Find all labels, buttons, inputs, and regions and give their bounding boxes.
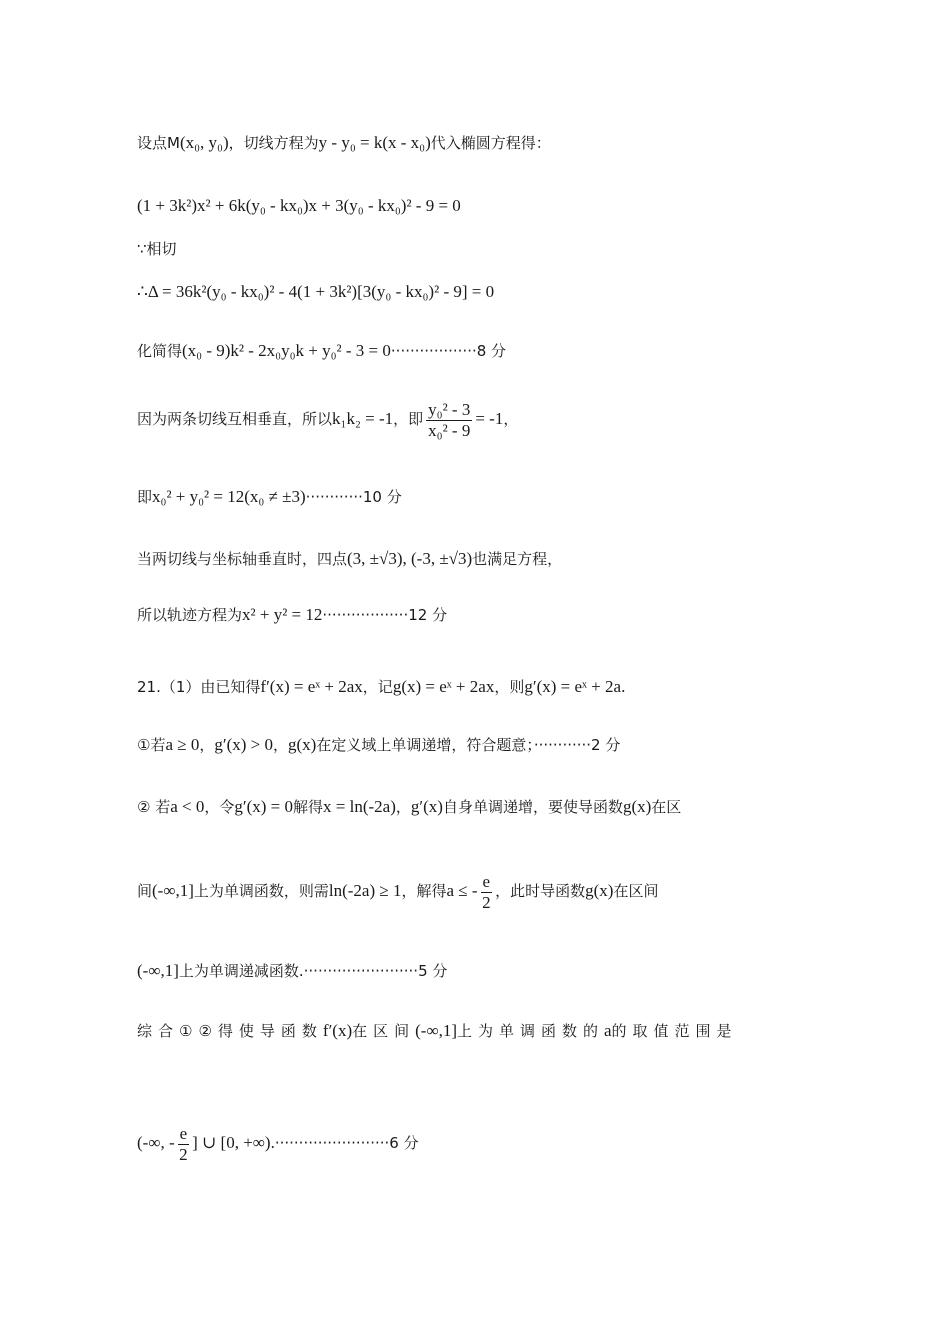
- text: ，切线方程为: [228, 134, 319, 152]
- formula: a ≥ 0: [165, 735, 200, 754]
- text: 21.（1）由已知得: [137, 678, 261, 696]
- text: 综合①②得使导函数: [137, 1022, 323, 1040]
- text: 代入椭圆方程得：: [430, 134, 551, 152]
- line-1: [137, 132, 551, 153]
- text: 也满足方程，: [472, 550, 563, 568]
- fraction: [481, 872, 493, 912]
- text: ，: [273, 736, 289, 754]
- text: 在区: [651, 798, 682, 816]
- line-13: [137, 872, 658, 912]
- formula: f′(x): [322, 1021, 353, 1040]
- formula: g′(x): [410, 797, 443, 816]
- line-3: [137, 238, 177, 259]
- fraction-numerator: y₀² - 3: [428, 400, 471, 419]
- formula: (-∞,1]: [152, 881, 194, 901]
- formula: g(x) = eˣ + 2ax: [392, 677, 495, 696]
- line-4: [137, 282, 494, 302]
- line-15: [137, 1020, 738, 1041]
- text: ，: [199, 736, 215, 754]
- formula: ∴Δ = 36k²(y₀ - kx₀)² - 4(1 + 3k²)[3(y₀ - kx₀)² - 9] = 0: [137, 282, 495, 301]
- text: 的取值范围是: [611, 1022, 738, 1040]
- formula: x₀² + y₀² = 12(x₀ ≠ ±3): [152, 487, 306, 506]
- formula: (-∞,1]: [137, 961, 179, 980]
- formula: a ≤ -: [446, 881, 478, 901]
- text: 所以轨迹方程为: [137, 606, 243, 624]
- text: ，解得: [401, 882, 447, 901]
- fraction-denominator: 2: [482, 892, 491, 912]
- formula: (3, ±√3), (-3, ±√3): [347, 549, 473, 568]
- line-9: [137, 604, 447, 625]
- text: 当两切线与坐标轴垂直时，四点: [137, 550, 348, 568]
- text: ，记: [362, 678, 393, 696]
- score-mark: ························6 分: [274, 1134, 419, 1153]
- formula: x = ln(-2a): [323, 797, 396, 816]
- line-12: [137, 796, 681, 817]
- formula: g(x): [585, 881, 614, 901]
- score-mark: ··················12 分: [322, 606, 448, 624]
- formula: x² + y² = 12: [242, 605, 323, 624]
- line-6: [137, 400, 518, 440]
- fraction-numerator: e: [179, 1124, 188, 1143]
- formula: a: [604, 1021, 612, 1040]
- formula: = -1: [475, 409, 504, 429]
- text: ，: [503, 410, 519, 429]
- formula: (1 + 3k²)x² + 6k(y₀ - kx₀)x + 3(y₀ - kx₀)² - 9 = 0: [137, 196, 461, 215]
- fraction-denominator: 2: [179, 1144, 188, 1164]
- text: ，则: [494, 678, 525, 696]
- text: 在定义域上单调递增，符合题意；············2 分: [316, 736, 621, 754]
- score-mark: ························5 分: [303, 962, 448, 980]
- line-14: [137, 960, 447, 981]
- text: 上为单调递减函数.: [178, 962, 304, 980]
- line-7: [137, 486, 402, 507]
- formula: ln(-2a) ≥ 1: [328, 881, 402, 901]
- text: 间: [137, 882, 153, 901]
- text: 上为单调函数的: [456, 1022, 604, 1040]
- formula: ] ∪ [0, +∞).: [192, 1133, 275, 1153]
- line-10: [137, 676, 625, 697]
- text: 上为单调函数，则需: [193, 882, 329, 901]
- line-5: [137, 340, 506, 361]
- formula: (x₀, y₀): [179, 133, 229, 152]
- formula: g′(x) > 0: [214, 735, 273, 754]
- score-mark: ··················8 分: [390, 342, 507, 360]
- formula: g(x): [622, 797, 652, 816]
- text: ② 若: [137, 798, 171, 816]
- formula: (-∞,1]: [415, 1021, 457, 1040]
- line-2: [137, 196, 461, 216]
- score-mark: ············10 分: [305, 488, 402, 506]
- text: ，即: [393, 410, 424, 429]
- text: ①若: [137, 736, 166, 754]
- fraction: [178, 1124, 190, 1164]
- fraction: [426, 400, 472, 440]
- text: ∵相切: [137, 240, 177, 258]
- text: 解得: [293, 798, 324, 816]
- text: 即: [137, 488, 153, 506]
- line-8: [137, 548, 562, 569]
- formula: k₁k₂ = -1: [332, 409, 394, 429]
- formula: f′(x) = eˣ + 2ax: [260, 677, 363, 696]
- fraction-denominator: x₀² - 9: [428, 420, 471, 440]
- text: ，令: [204, 798, 235, 816]
- formula: y - y₀ = k(x - x₀): [318, 133, 431, 152]
- text: 化简得: [137, 342, 183, 360]
- text: 因为两条切线互相垂直，所以: [137, 410, 333, 429]
- text: 设点M: [137, 134, 180, 152]
- formula: a < 0: [170, 797, 205, 816]
- text: 自身单调递增，要使导函数: [442, 798, 623, 816]
- text: 在区间: [613, 882, 659, 901]
- formula: g(x): [288, 735, 317, 754]
- fraction-numerator: e: [482, 872, 491, 891]
- line-16: [137, 1124, 419, 1164]
- formula: g′(x) = eˣ + 2a.: [524, 677, 626, 696]
- text: ，此时导函数: [495, 882, 586, 901]
- line-11: [137, 734, 620, 755]
- text: ，: [395, 798, 411, 816]
- formula: (-∞, -: [137, 1133, 175, 1153]
- text: 在区间: [352, 1022, 416, 1040]
- formula: g′(x) = 0: [234, 797, 294, 816]
- formula: (x₀ - 9)k² - 2x₀y₀k + y₀² - 3 = 0: [182, 341, 391, 360]
